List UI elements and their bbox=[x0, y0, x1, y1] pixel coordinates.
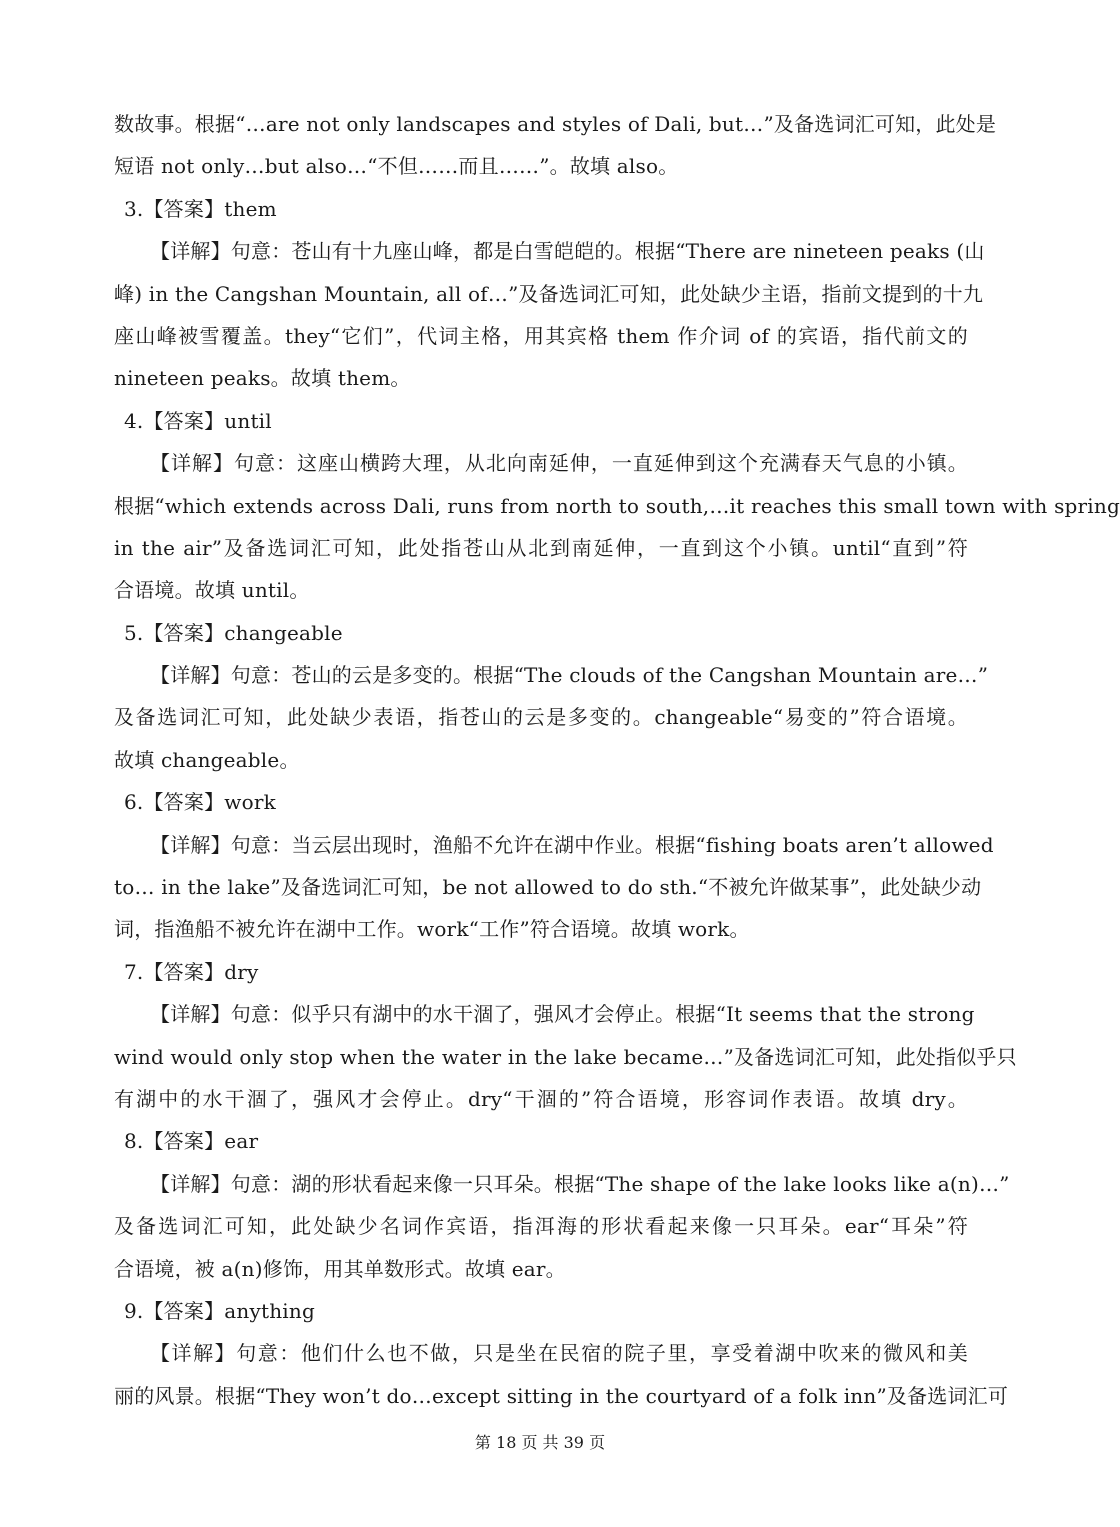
text-line: to… in the lake”及备选词汇可知，be not allowed to do sth.“不被允许做某事”，此处缺少动 bbox=[114, 875, 982, 900]
text-line: 合语境。故填 until。 bbox=[114, 578, 310, 603]
answer-heading: 8.【答案】ear bbox=[124, 1129, 259, 1154]
answer-heading: 6.【答案】work bbox=[124, 790, 276, 815]
text-line: 故填 changeable。 bbox=[114, 747, 300, 772]
explanation-line: 【详解】句意：似乎只有湖中的水干涸了，强风才会停止。根据“It seems that the strong bbox=[150, 1002, 975, 1027]
text-line: 峰) in the Cangshan Mountain, all of…”及备选词汇可知，此处缺少主语，指前文提到的十九 bbox=[114, 281, 984, 306]
text-line: 座山峰被雪覆盖。they“它们”，代词主格，用其宾格 them 作介词 of 的宾语，指代前文的 bbox=[114, 323, 968, 348]
text-line: nineteen peaks。故填 them。 bbox=[114, 366, 411, 391]
answer-heading: 3.【答案】them bbox=[124, 196, 277, 221]
text-line: 合语境，被 a(n)修饰，用其单数形式。故填 ear。 bbox=[114, 1256, 566, 1281]
text-line: 词，指渔船不被允许在湖中工作。work“工作”符合语境。故填 work。 bbox=[114, 917, 750, 942]
answer-heading: 9.【答案】anything bbox=[124, 1298, 315, 1323]
explanation-line: 【详解】句意：他们什么也不做，只是坐在民宿的院子里，享受着湖中吹来的微风和美 bbox=[150, 1341, 968, 1366]
text-line: 数故事。根据“…are not only landscapes and styles of Dali, but…”及备选词汇可知，此处是 bbox=[114, 112, 997, 136]
text-line: 及备选词汇可知，此处缺少名词作宾语，指洱海的形状看起来像一只耳朵。ear“耳朵”符 bbox=[114, 1214, 968, 1239]
text-line: 及备选词汇可知，此处缺少表语，指苍山的云是多变的。changeable“易变的”符合语境。 bbox=[114, 705, 968, 730]
answer-heading: 4.【答案】until bbox=[124, 408, 272, 433]
answer-heading: 5.【答案】changeable bbox=[124, 620, 343, 645]
explanation-line: 【详解】句意：苍山有十九座山峰，都是白雪皑皑的。根据“There are nineteen peaks (山 bbox=[150, 239, 985, 264]
page-number-footer: 第 18 页 共 39 页 bbox=[474, 1433, 606, 1452]
text-line: 短语 not only…but also…“不但……而且……”。故填 also。 bbox=[114, 154, 679, 179]
text-line: 有湖中的水干涸了，强风才会停止。dry“干涸的”符合语境，形容词作表语。故填 dry。 bbox=[114, 1086, 968, 1111]
text-line: 根据“which extends across Dali, runs from north to south,…it reaches this small town with spring bbox=[114, 493, 1120, 518]
explanation-line: 【详解】句意：湖的形状看起来像一只耳朵。根据“The shape of the lake looks like a(n)…” bbox=[150, 1171, 1010, 1196]
text-line: in the air”及备选词汇可知，此处指苍山从北到南延伸，一直到这个小镇。until“直到”符 bbox=[114, 535, 968, 560]
explanation-line: 【详解】句意：当云层出现时，渔船不允许在湖中作业。根据“fishing boats aren’t allowed bbox=[150, 832, 994, 857]
answer-heading: 7.【答案】dry bbox=[124, 959, 259, 984]
explanation-line: 【详解】句意：这座山横跨大理，从北向南延伸，一直延伸到这个充满春天气息的小镇。 bbox=[150, 451, 968, 476]
text-line: wind would only stop when the water in the lake became…”及备选词汇可知，此处指似乎只 bbox=[114, 1044, 1017, 1069]
explanation-line: 【详解】句意：苍山的云是多变的。根据“The clouds of the Cangshan Mountain are…” bbox=[150, 663, 989, 688]
answer-explanations bbox=[114, 103, 1120, 1417]
text-line: 丽的风景。根据“They won’t do…except sitting in the courtyard of a folk inn”及备选词汇可 bbox=[114, 1383, 1009, 1408]
